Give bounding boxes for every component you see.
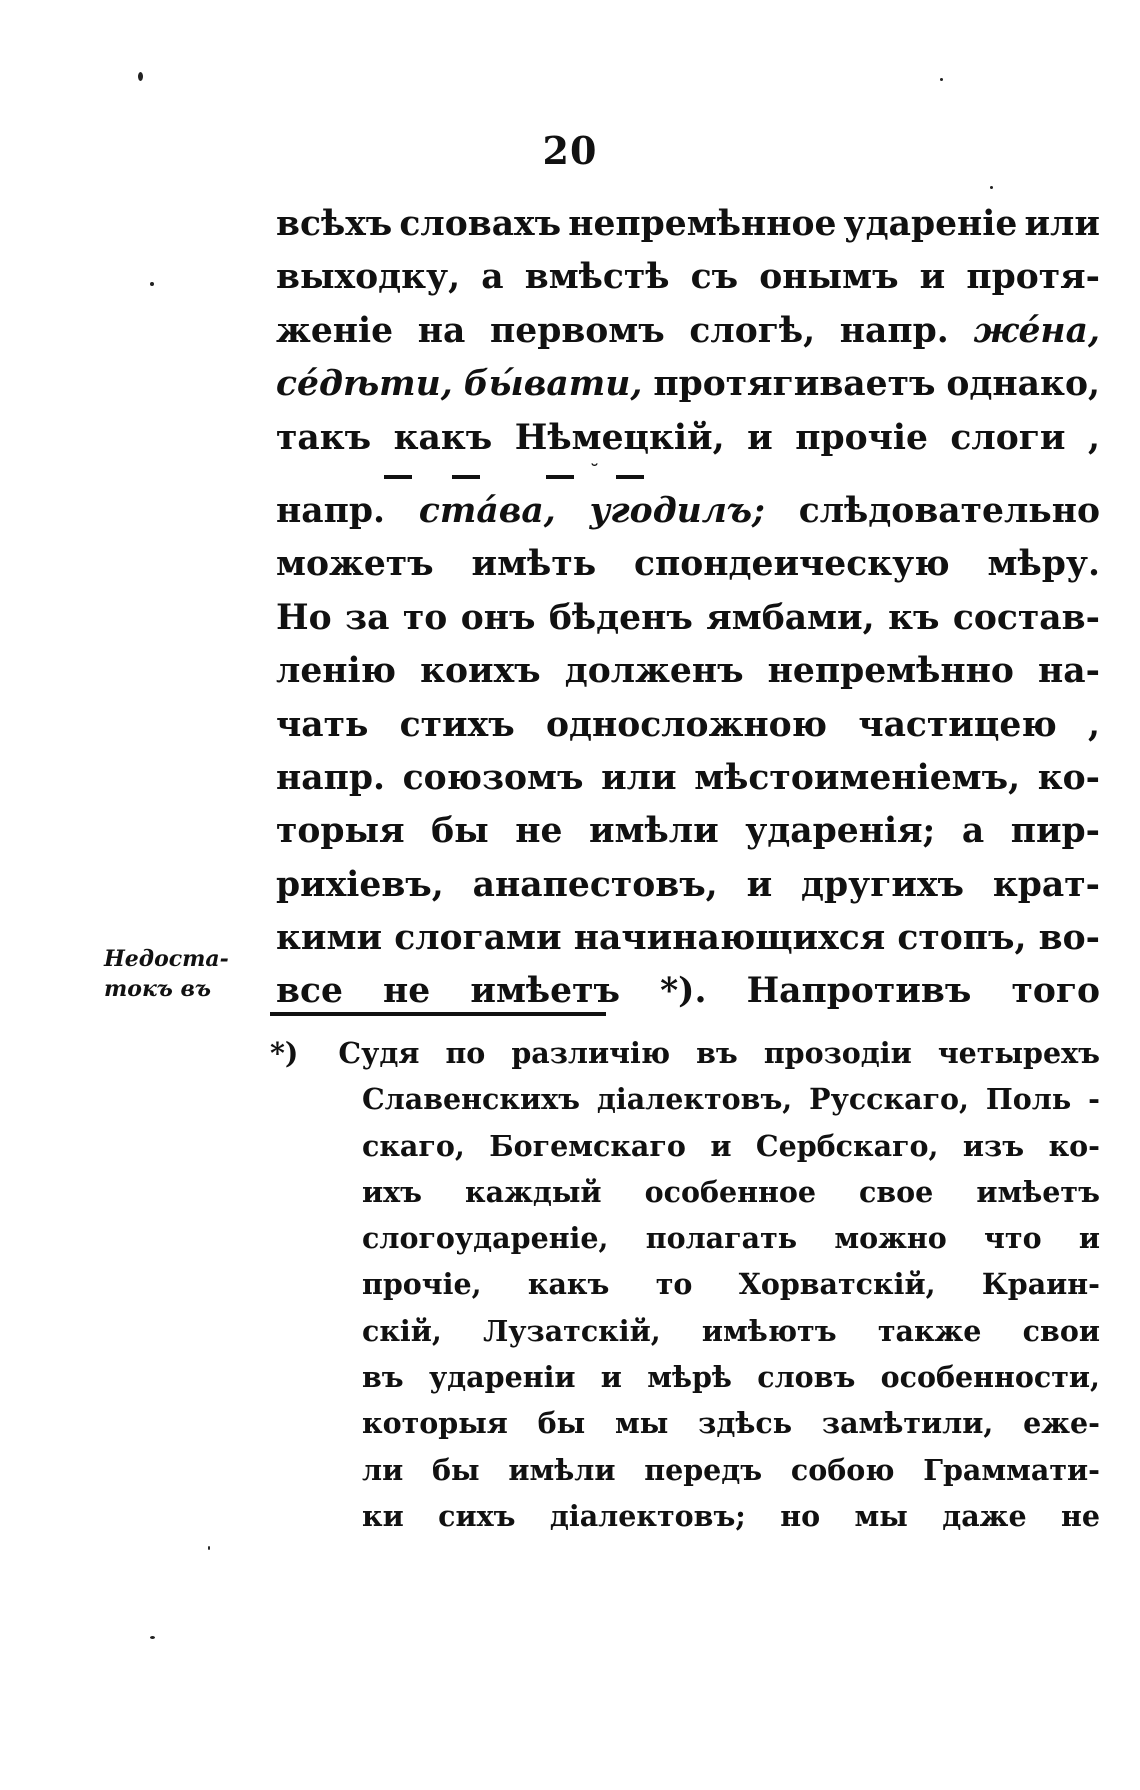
word: протягиваетъ bbox=[653, 364, 936, 405]
word: четырехъ bbox=[937, 1036, 1100, 1070]
word: спондеическую bbox=[634, 544, 950, 585]
text-line bbox=[276, 805, 1100, 858]
word: слогѣ, bbox=[689, 310, 816, 351]
word: вмѣстѣ bbox=[524, 257, 670, 298]
word: каждый bbox=[465, 1174, 602, 1209]
text-line bbox=[276, 305, 1100, 358]
word: различію bbox=[511, 1036, 671, 1070]
word: Но bbox=[276, 597, 332, 638]
word: имѣли bbox=[508, 1452, 616, 1487]
word: Хорватскій, bbox=[738, 1267, 936, 1302]
word: *). bbox=[660, 971, 707, 1012]
word: напр. bbox=[839, 310, 949, 351]
word: того bbox=[1011, 971, 1100, 1012]
word: собою bbox=[790, 1452, 895, 1487]
word: и bbox=[710, 1128, 732, 1163]
word: ко- bbox=[1048, 1128, 1100, 1163]
word: еже- bbox=[1023, 1406, 1100, 1441]
word: свое bbox=[859, 1174, 934, 1209]
word: мѣрѣ bbox=[647, 1360, 732, 1395]
word: бы bbox=[431, 811, 489, 852]
margin-note-line: Недоста- bbox=[104, 946, 229, 972]
scan-speck bbox=[150, 1636, 155, 1639]
word: ли bbox=[362, 1452, 404, 1487]
word: въ bbox=[362, 1360, 404, 1395]
word: свои bbox=[1022, 1313, 1100, 1348]
word: и bbox=[746, 864, 773, 905]
word: имѣетъ bbox=[976, 1174, 1100, 1209]
word: Русскаго, bbox=[809, 1082, 969, 1117]
word: Лузатскій, bbox=[483, 1313, 661, 1348]
footnote-line bbox=[362, 1400, 1100, 1446]
word: слогами bbox=[394, 918, 562, 959]
word: удареніе bbox=[843, 204, 1018, 244]
scan-speck bbox=[208, 1546, 210, 1550]
word: односложною bbox=[545, 704, 828, 745]
word: женіе bbox=[276, 310, 394, 351]
footnote-line bbox=[362, 1169, 1100, 1215]
word: словъ bbox=[757, 1360, 856, 1395]
word: не bbox=[383, 971, 431, 1012]
text-line bbox=[276, 752, 1100, 805]
word: и bbox=[919, 257, 946, 298]
scan-speck bbox=[138, 72, 143, 81]
footnote-line bbox=[362, 1076, 1100, 1122]
word: союзомъ bbox=[402, 757, 584, 798]
word: анапестовъ, bbox=[472, 864, 718, 905]
word: мѣру. bbox=[987, 544, 1100, 585]
word: Богемскаго bbox=[489, 1128, 686, 1163]
word: то bbox=[655, 1267, 693, 1302]
word: протя- bbox=[966, 257, 1100, 298]
word: изъ bbox=[962, 1128, 1025, 1163]
word: Судя bbox=[338, 1036, 420, 1070]
scan-speck bbox=[940, 78, 943, 81]
word: первомъ bbox=[490, 310, 665, 351]
page-number: 20 bbox=[542, 128, 598, 173]
word: Граммати- bbox=[923, 1452, 1100, 1487]
text-line bbox=[276, 485, 1100, 538]
footnote-line bbox=[362, 1215, 1100, 1261]
word: и bbox=[1078, 1221, 1100, 1256]
word: начинающихся bbox=[573, 918, 886, 959]
word: какъ bbox=[527, 1267, 610, 1302]
word: но bbox=[780, 1498, 821, 1533]
footnote-line bbox=[362, 1447, 1100, 1493]
word: прочіе bbox=[795, 417, 928, 458]
text-line bbox=[276, 412, 1100, 465]
text-line bbox=[276, 965, 1100, 1018]
word: чать bbox=[276, 704, 369, 745]
word: ударенія; bbox=[745, 811, 936, 852]
footnote-line bbox=[362, 1354, 1100, 1400]
word: , bbox=[1087, 417, 1100, 458]
margin-note bbox=[104, 944, 254, 1004]
word: на- bbox=[1038, 651, 1100, 692]
word: ихъ bbox=[362, 1174, 422, 1209]
word: торыя bbox=[276, 811, 405, 852]
word: долженъ bbox=[564, 651, 744, 692]
text-line bbox=[276, 251, 1100, 304]
word: имѣютъ bbox=[701, 1313, 837, 1348]
word: имѣть bbox=[471, 544, 597, 585]
word: что bbox=[984, 1221, 1042, 1256]
word: пир- bbox=[1010, 811, 1100, 852]
word: прозодіи bbox=[763, 1036, 912, 1070]
word: особенности, bbox=[880, 1360, 1100, 1395]
text-line bbox=[276, 592, 1100, 645]
word: слѣдовательно bbox=[798, 490, 1100, 531]
word: напр. bbox=[276, 490, 385, 531]
word: стáва, bbox=[418, 490, 556, 531]
word: Краин- bbox=[981, 1267, 1100, 1302]
word: бы́вати, bbox=[463, 364, 643, 405]
footnote-divider bbox=[270, 1012, 606, 1016]
scan-speck bbox=[150, 282, 154, 286]
word: угодилъ; bbox=[589, 490, 765, 531]
text-line bbox=[276, 699, 1100, 752]
word: другихъ bbox=[801, 864, 964, 905]
footnote-line bbox=[270, 1030, 1100, 1076]
text-line bbox=[276, 645, 1100, 698]
word: замѣтили, bbox=[821, 1406, 994, 1441]
word: по bbox=[445, 1036, 486, 1070]
text-line bbox=[276, 198, 1100, 251]
word: во- bbox=[1038, 918, 1100, 959]
footnote-line bbox=[362, 1308, 1100, 1354]
word: слогоудареніе, bbox=[362, 1221, 609, 1256]
footnote-block bbox=[270, 1030, 1100, 1539]
long-syllable-mark bbox=[384, 475, 412, 479]
word: здѣсь bbox=[698, 1406, 793, 1441]
word: онымъ bbox=[759, 257, 899, 298]
word: непремѣнное bbox=[568, 204, 837, 244]
scan-speck bbox=[990, 186, 993, 189]
word: за bbox=[345, 597, 390, 638]
word: даже bbox=[942, 1498, 1027, 1533]
long-syllable-mark bbox=[616, 475, 644, 479]
text-line bbox=[276, 859, 1100, 912]
text-line bbox=[276, 538, 1100, 591]
word: діалектовъ, bbox=[596, 1082, 793, 1117]
word: сéдѣти, bbox=[276, 364, 453, 405]
footnote-marker: *) bbox=[270, 1036, 299, 1070]
word: не bbox=[1060, 1498, 1100, 1533]
word: которыя bbox=[362, 1406, 508, 1441]
word: мѣстоименіемъ, bbox=[694, 757, 1021, 798]
main-text-block bbox=[276, 198, 1100, 1019]
word: коихъ bbox=[420, 651, 541, 692]
word: ямбами, bbox=[706, 597, 875, 638]
word: стопъ, bbox=[897, 918, 1027, 959]
word: а bbox=[481, 257, 504, 298]
word: то bbox=[402, 597, 448, 638]
word: Нѣмецкій, bbox=[514, 417, 725, 458]
word: бы bbox=[431, 1452, 480, 1487]
word: крат- bbox=[992, 864, 1100, 905]
word: такъ bbox=[276, 417, 372, 458]
long-syllable-mark bbox=[546, 475, 574, 479]
margin-note-line: токъ въ bbox=[104, 976, 211, 1002]
word: слоги bbox=[950, 417, 1066, 458]
word: особенное bbox=[644, 1174, 816, 1209]
text-line bbox=[276, 912, 1100, 965]
word: непремѣнно bbox=[767, 651, 1014, 692]
word: или bbox=[1024, 204, 1100, 244]
word: частицею bbox=[858, 704, 1057, 745]
word: имѣли bbox=[588, 811, 719, 852]
word: стихъ bbox=[399, 704, 515, 745]
short-syllable-mark: ˘ bbox=[590, 460, 599, 482]
word: однако, bbox=[946, 364, 1100, 405]
word: прочіе, bbox=[362, 1267, 482, 1302]
long-syllable-mark bbox=[452, 475, 480, 479]
word: полагать bbox=[645, 1221, 798, 1256]
word: можетъ bbox=[276, 544, 434, 585]
word: ко- bbox=[1037, 757, 1100, 798]
word: - bbox=[1088, 1082, 1100, 1117]
text-line bbox=[276, 358, 1100, 411]
word: сихъ bbox=[438, 1498, 516, 1533]
word: и bbox=[600, 1360, 622, 1395]
word: кими bbox=[276, 918, 383, 959]
word: бѣденъ bbox=[548, 597, 693, 638]
word: не bbox=[515, 811, 563, 852]
footnote-line bbox=[362, 1123, 1100, 1169]
word: жéна, bbox=[973, 310, 1100, 351]
word: словахъ bbox=[399, 204, 562, 244]
word: къ bbox=[888, 597, 940, 638]
word: также bbox=[877, 1313, 982, 1348]
word: передъ bbox=[644, 1452, 763, 1487]
word: и bbox=[747, 417, 773, 458]
footnote-line bbox=[362, 1261, 1100, 1307]
word: на bbox=[417, 310, 466, 351]
word: можно bbox=[834, 1221, 947, 1256]
word: какъ bbox=[393, 417, 493, 458]
word: выходку, bbox=[276, 257, 461, 298]
word: діалектовъ; bbox=[549, 1498, 746, 1533]
word: напр. bbox=[276, 757, 385, 798]
word: ки bbox=[362, 1498, 404, 1533]
prosody-marks bbox=[276, 460, 1100, 485]
word: мы bbox=[615, 1406, 669, 1441]
word: въ bbox=[696, 1036, 738, 1070]
footnote-line bbox=[362, 1493, 1100, 1539]
word: бы bbox=[537, 1406, 586, 1441]
word: все bbox=[276, 971, 343, 1012]
word: скаго, bbox=[362, 1128, 465, 1163]
word: рихіевъ, bbox=[276, 864, 444, 905]
word: всѣхъ bbox=[276, 204, 393, 244]
word: имѣетъ bbox=[470, 971, 620, 1012]
word: онъ bbox=[460, 597, 536, 638]
word: Славенскихъ bbox=[362, 1082, 580, 1117]
word: мы bbox=[854, 1498, 908, 1533]
word: а bbox=[961, 811, 985, 852]
word: Сербскаго, bbox=[755, 1128, 939, 1163]
word: , bbox=[1087, 704, 1100, 745]
word: состав- bbox=[952, 597, 1100, 638]
word: Напротивъ bbox=[746, 971, 972, 1012]
word: скій, bbox=[362, 1313, 442, 1348]
word: или bbox=[601, 757, 677, 798]
word: ленію bbox=[276, 651, 397, 692]
word: удареніи bbox=[428, 1360, 576, 1395]
word: Поль bbox=[985, 1082, 1072, 1117]
word: съ bbox=[690, 257, 739, 298]
